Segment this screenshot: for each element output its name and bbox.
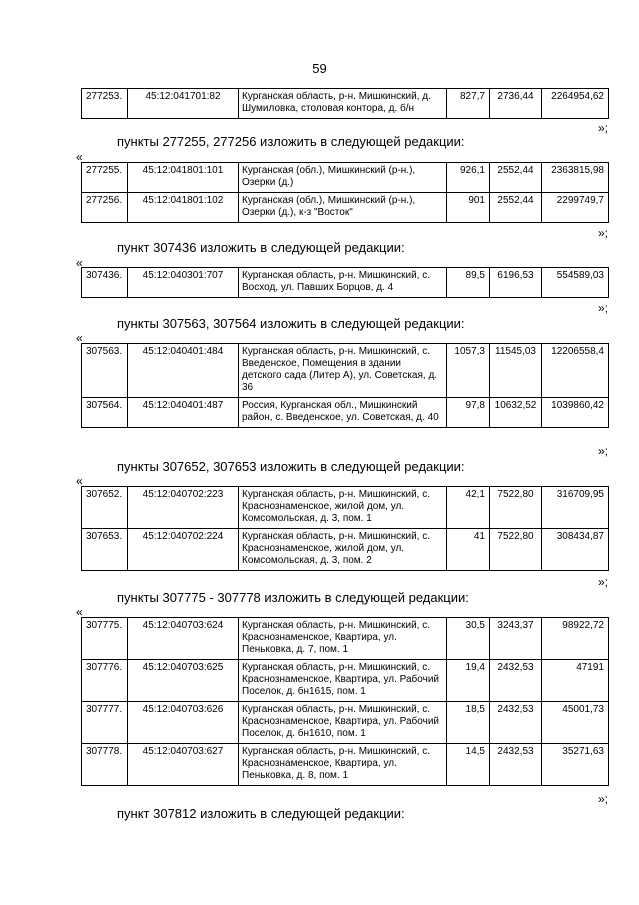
area-cell: 41: [447, 529, 490, 571]
closing-quote: »;: [597, 444, 608, 458]
cadastral-value-cell: 2363815,98: [542, 163, 609, 193]
item-number-cell: 277255.: [82, 163, 128, 193]
item-number-cell: 307436.: [82, 268, 128, 298]
table-row: [82, 660, 609, 702]
cadastral-value-cell: 308434,87: [542, 529, 609, 571]
amendment-instruction: пункты 307563, 307564 изложить в следующей редакции:: [117, 316, 465, 331]
unit-cost-cell: 2736,44: [490, 89, 542, 119]
table-row: [82, 268, 609, 298]
cadastral-value-cell: 98922,72: [542, 618, 609, 660]
cadastral-value-cell: 35271,63: [542, 744, 609, 786]
item-number-cell: 307775.: [82, 618, 128, 660]
cadastral-number-cell: 45:12:040401:484: [128, 344, 239, 398]
amendment-instruction: пункт 307812 изложить в следующей редакции:: [117, 806, 405, 821]
amendment-instruction: пункт 307436 изложить в следующей редакции:: [117, 240, 405, 255]
closing-quote: »;: [597, 792, 608, 806]
unit-cost-cell: 2432,53: [490, 702, 542, 744]
address-cell: Курганская (обл.), Мишкинский (р-н.), Озерки (д.), к-з "Восток": [239, 193, 447, 223]
cadastral-value-cell: 1039860,42: [542, 398, 609, 428]
cadastral-value-cell: 45001,73: [542, 702, 609, 744]
amendment-instruction: пункты 307652, 307653 изложить в следующей редакции:: [117, 459, 465, 474]
cadastral-number-cell: 45:12:040703:627: [128, 744, 239, 786]
unit-cost-cell: 3243,37: [490, 618, 542, 660]
unit-cost-cell: 10632,52: [490, 398, 542, 428]
cadastral-number-cell: 45:12:040401:487: [128, 398, 239, 428]
registry-table: [81, 162, 609, 223]
address-cell: Курганская область, р-н. Мишкинский, с. Восход, ул. Павших Борцов, д. 4: [239, 268, 447, 298]
registry-table: [81, 343, 609, 428]
area-cell: 18,5: [447, 702, 490, 744]
item-number-cell: 307777.: [82, 702, 128, 744]
unit-cost-cell: 2432,53: [490, 744, 542, 786]
cadastral-value-cell: 12206558,4: [542, 344, 609, 398]
area-cell: 901: [447, 193, 490, 223]
item-number-cell: 307564.: [82, 398, 128, 428]
area-cell: 42,1: [447, 487, 490, 529]
unit-cost-cell: 7522,80: [490, 529, 542, 571]
area-cell: 926,1: [447, 163, 490, 193]
registry-table: [81, 267, 609, 298]
registry-table: [81, 88, 609, 119]
page-number: 59: [312, 61, 327, 76]
table-row: [82, 398, 609, 428]
area-cell: 14,5: [447, 744, 490, 786]
opening-quote: «: [76, 331, 83, 345]
opening-quote: «: [76, 150, 83, 164]
cadastral-number-cell: 45:12:040703:625: [128, 660, 239, 702]
area-cell: 1057,3: [447, 344, 490, 398]
cadastral-value-cell: 554589,03: [542, 268, 609, 298]
registry-table: [81, 617, 609, 786]
address-cell: Курганская область, р-н. Мишкинский, с. Краснознаменское, Квартира, ул. Пеньковка, д. 7, пом. 1: [239, 618, 447, 660]
address-cell: Россия, Курганская обл., Мишкинский район, с. Введенское, ул. Советская, д. 40: [239, 398, 447, 428]
unit-cost-cell: 2552,44: [490, 193, 542, 223]
area-cell: 19,4: [447, 660, 490, 702]
cadastral-value-cell: 2264954,62: [542, 89, 609, 119]
area-cell: 827,7: [447, 89, 490, 119]
address-cell: Курганская область, р-н. Мишкинский, с. Краснознаменское, Квартира, ул. Рабочий Поселок, д. бн1615, пом. 1: [239, 660, 447, 702]
cadastral-number-cell: 45:12:040703:626: [128, 702, 239, 744]
item-number-cell: 277256.: [82, 193, 128, 223]
address-cell: Курганская область, р-н. Мишкинский, с. Краснознаменское, жилой дом, ул. Комсомольская, д. 3, пом. 1: [239, 487, 447, 529]
closing-quote: »;: [597, 226, 608, 240]
address-cell: Курганская область, р-н. Мишкинский, д. Шумиловка, столовая контора, д. б/н: [239, 89, 447, 119]
address-cell: Курганская (обл.), Мишкинский (р-н.), Озерки (д.): [239, 163, 447, 193]
area-cell: 30,5: [447, 618, 490, 660]
cadastral-value-cell: 2299749,7: [542, 193, 609, 223]
cadastral-value-cell: 316709,95: [542, 487, 609, 529]
item-number-cell: 307653.: [82, 529, 128, 571]
table-row: [82, 529, 609, 571]
cadastral-number-cell: 45:12:041701:82: [128, 89, 239, 119]
table-row: [82, 193, 609, 223]
cadastral-number-cell: 45:12:040301:707: [128, 268, 239, 298]
closing-quote: »;: [597, 301, 608, 315]
closing-quote: »;: [597, 121, 608, 135]
amendment-instruction: пункты 277255, 277256 изложить в следующей редакции:: [117, 134, 465, 149]
opening-quote: «: [76, 256, 83, 270]
cadastral-value-cell: 47191: [542, 660, 609, 702]
address-cell: Курганская область, р-н. Мишкинский, с. Краснознаменское, Квартира, ул. Пеньковка, д. 8, пом. 1: [239, 744, 447, 786]
opening-quote: «: [76, 474, 83, 488]
area-cell: 97,8: [447, 398, 490, 428]
unit-cost-cell: 2552,44: [490, 163, 542, 193]
unit-cost-cell: 11545,03: [490, 344, 542, 398]
address-cell: Курганская область, р-н. Мишкинский, с. Введенское, Помещения в здании детского сада (Литер А), ул. Советская, д. 36: [239, 344, 447, 398]
table-row: [82, 163, 609, 193]
table-row: [82, 487, 609, 529]
table-row: [82, 618, 609, 660]
item-number-cell: 307652.: [82, 487, 128, 529]
unit-cost-cell: 2432,53: [490, 660, 542, 702]
table-row: [82, 344, 609, 398]
area-cell: 89,5: [447, 268, 490, 298]
item-number-cell: 277253.: [82, 89, 128, 119]
item-number-cell: 307776.: [82, 660, 128, 702]
cadastral-number-cell: 45:12:041801:102: [128, 193, 239, 223]
table-row: [82, 744, 609, 786]
item-number-cell: 307778.: [82, 744, 128, 786]
table-row: [82, 702, 609, 744]
cadastral-number-cell: 45:12:040702:224: [128, 529, 239, 571]
cadastral-number-cell: 45:12:040702:223: [128, 487, 239, 529]
address-cell: Курганская область, р-н. Мишкинский, с. Краснознаменское, жилой дом, ул. Комсомольская, д. 3, пом. 2: [239, 529, 447, 571]
amendment-instruction: пункты 307775 - 307778 изложить в следующей редакции:: [117, 590, 469, 605]
unit-cost-cell: 7522,80: [490, 487, 542, 529]
unit-cost-cell: 6196,53: [490, 268, 542, 298]
address-cell: Курганская область, р-н. Мишкинский, с. Краснознаменское, Квартира, ул. Рабочий Поселок, д. бн1610, пом. 1: [239, 702, 447, 744]
table-row: [82, 89, 609, 119]
cadastral-number-cell: 45:12:041801:101: [128, 163, 239, 193]
item-number-cell: 307563.: [82, 344, 128, 398]
closing-quote: »;: [597, 575, 608, 589]
registry-table: [81, 486, 609, 571]
cadastral-number-cell: 45:12:040703:624: [128, 618, 239, 660]
opening-quote: «: [76, 605, 83, 619]
